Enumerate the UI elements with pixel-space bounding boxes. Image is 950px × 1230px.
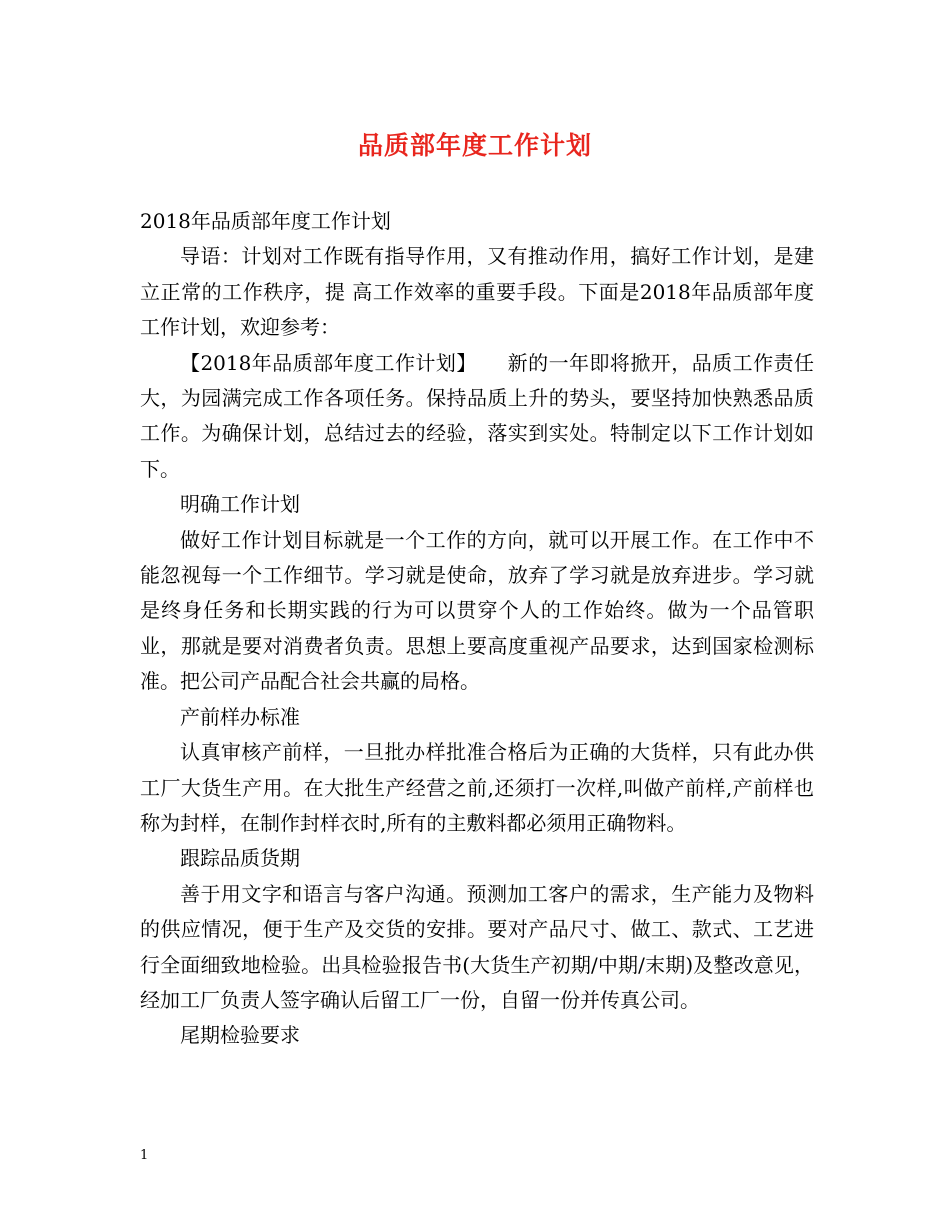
paragraph-subtitle: 2018年品质部年度工作计划 (140, 209, 391, 233)
section-heading-plan: 明确工作计划 (180, 492, 300, 517)
section-heading-final-inspection: 尾期检验要求 (180, 1023, 300, 1048)
paragraph-tracking: 善于用文字和语言与客户沟通。预测加工客户的需求，生产能力及物料的供应情况，便于生产及交货的安排。要对产品尺寸、做工、款式、工艺进行全面细致地检验。出具检验报告书(大货生产初期/中期/末期)及整改意见，经加工厂负责人签字确认后留工厂一份，自留一份并传真公司。 (140, 881, 814, 1012)
paragraph-sample: 认真审核产前样，一旦批办样批准合格后为正确的大货样，只有此办供工厂大货生产用。在大批生产经营之前,还须打一次样,叫做产前样,产前样也称为封样，在制作封样衣时,所有的主敷料都必须用正确物料。 (140, 740, 814, 835)
paragraph-intro: 导语：计划对工作既有指导作用，又有推动作用，搞好工作计划，是建立正常的工作秩序，提 高工作效率的重要手段。下面是2018年品质部年度工作计划，欢迎参考： (140, 244, 814, 340)
page-number: 1 (140, 1148, 149, 1163)
document-body (140, 204, 814, 1054)
section-heading-tracking: 跟踪品质货期 (180, 846, 300, 871)
document-title: 品质部年度工作计划 (357, 131, 592, 160)
paragraph-plan: 做好工作计划目标就是一个工作的方向，就可以开展工作。在工作中不能忽视每一个工作细节。学习就是使命，放弃了学习就是放弃进步。学习就是终身任务和长期实践的行为可以贯穿个人的工作始终。做为一个品管职业，那就是要对消费者负责。思想上要高度重视产品要求，达到国家检测标准。把公司产品配合社会共赢的局格。 (140, 527, 814, 694)
paragraph-overview: 【2018年品质部年度工作计划】 新的一年即将掀开，品质工作责任大，为园满完成工作各项任务。保持品质上升的势头，要坚持加快熟悉品质工作。为确保计划，总结过去的经验，落实到实处。特制定以下工作计划如下。 (140, 350, 814, 481)
section-heading-sample: 产前样办标准 (180, 704, 300, 729)
